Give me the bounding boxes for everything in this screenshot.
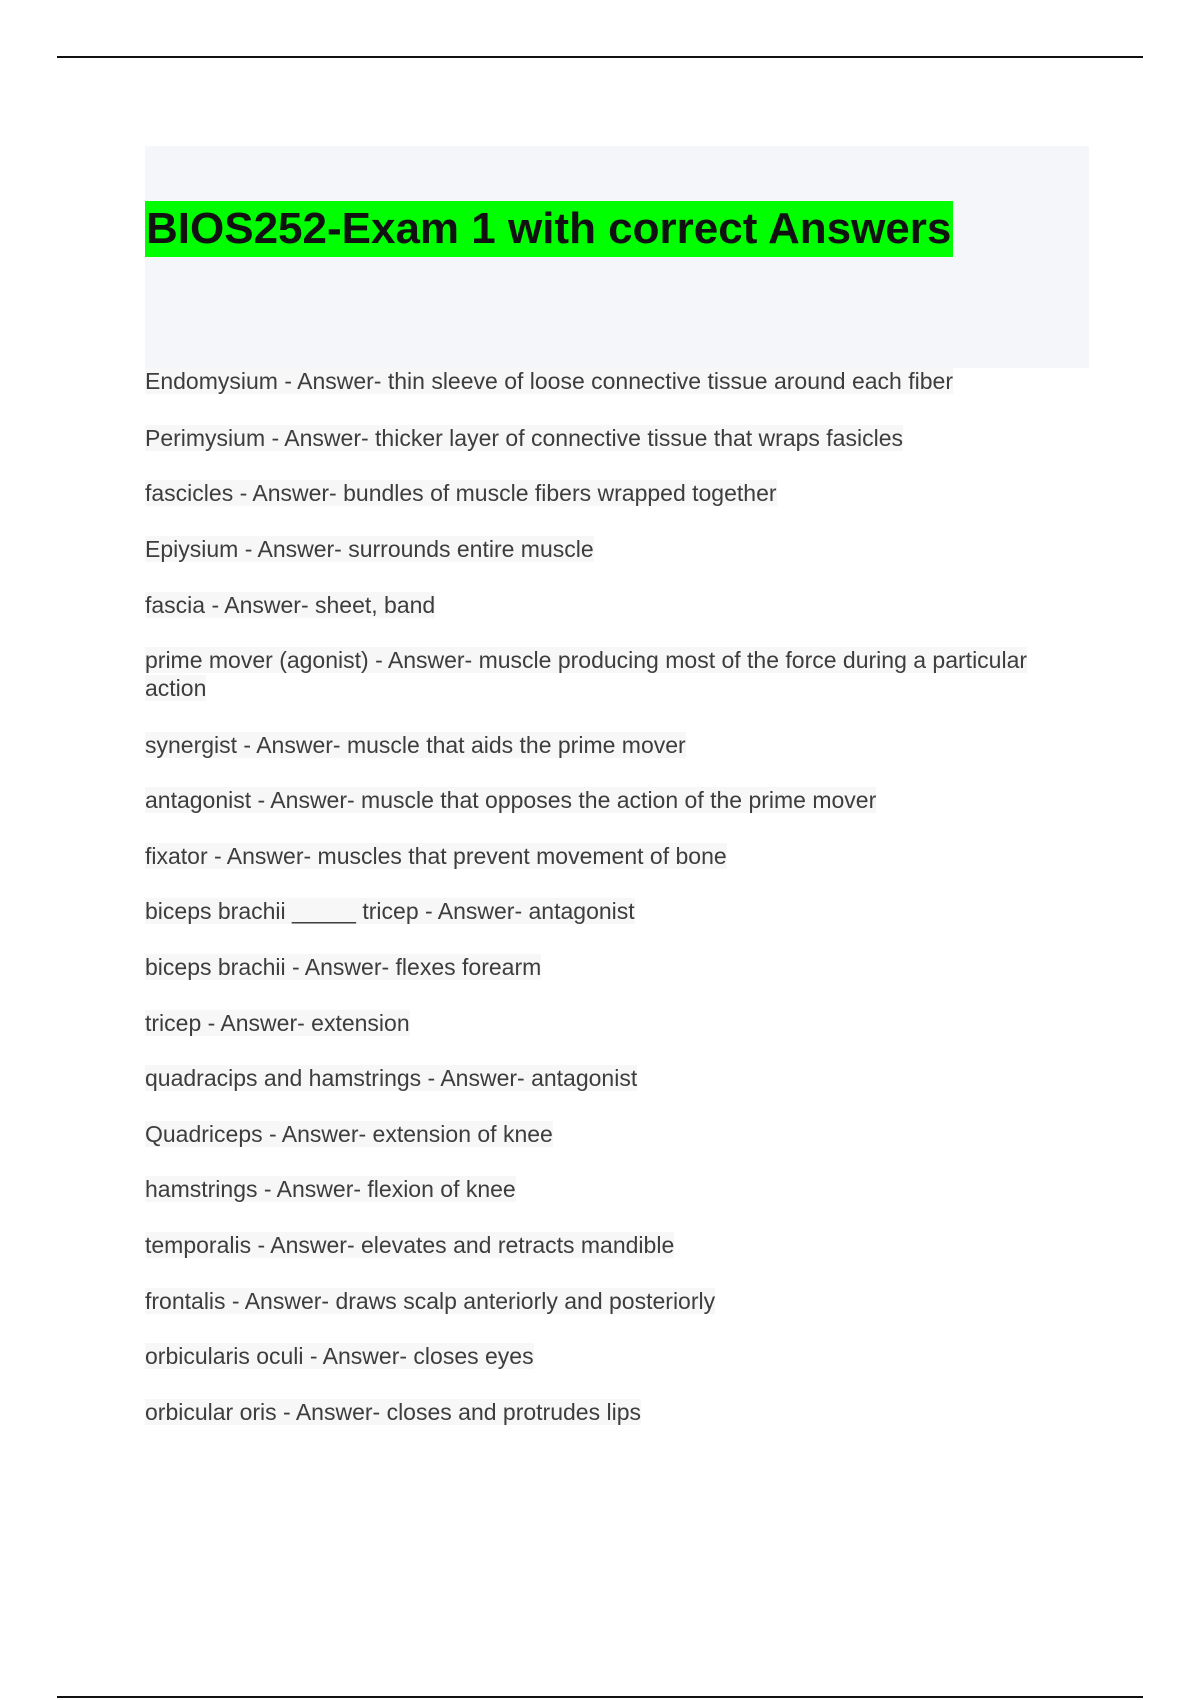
title-panel: [145, 146, 1089, 368]
qa-item: [145, 1120, 1085, 1148]
qa-item: [145, 367, 1085, 395]
qa-text: fascicles - Answer- bundles of muscle fibers wrapped together: [145, 480, 777, 506]
qa-item: [145, 786, 1085, 814]
qa-text: Epiysium - Answer- surrounds entire muscle: [145, 536, 594, 562]
qa-item: [145, 535, 1085, 563]
qa-text: biceps brachii - Answer- flexes forearm: [145, 954, 542, 980]
qa-text: orbicularis oculi - Answer- closes eyes: [145, 1343, 534, 1369]
qa-text: biceps brachii _____ tricep - Answer- antagonist: [145, 898, 635, 924]
qa-item: [145, 842, 1085, 870]
qa-text: Perimysium - Answer- thicker layer of connective tissue that wraps fasicles: [145, 425, 903, 451]
qa-item: [145, 424, 1085, 452]
qa-item: [145, 1009, 1085, 1037]
qa-item: [145, 591, 1085, 619]
qa-item: [145, 897, 1085, 925]
qa-item: [145, 479, 1085, 507]
qa-item: [145, 1231, 1085, 1259]
qa-text: Endomysium - Answer- thin sleeve of loose connective tissue around each fiber: [145, 368, 953, 394]
qa-text: synergist - Answer- muscle that aids the prime mover: [145, 732, 686, 758]
qa-item: [145, 1064, 1085, 1092]
qa-item: [145, 1342, 1085, 1370]
qa-text: fascia - Answer- sheet, band: [145, 592, 436, 618]
top-rule: [57, 56, 1143, 58]
qa-text: fixator - Answer- muscles that prevent movement of bone: [145, 843, 727, 869]
qa-text: tricep - Answer- extension: [145, 1010, 410, 1036]
qa-text: frontalis - Answer- draws scalp anteriorly and posteriorly: [145, 1288, 716, 1314]
qa-item: [145, 646, 1085, 702]
qa-text: quadracips and hamstrings - Answer- antagonist: [145, 1065, 638, 1091]
qa-item: [145, 731, 1085, 759]
qa-text: orbicular oris - Answer- closes and protrudes lips: [145, 1399, 641, 1425]
qa-item: [145, 953, 1085, 981]
qa-text: antagonist - Answer- muscle that opposes the action of the prime mover: [145, 787, 877, 813]
document-title: BIOS252-Exam 1 with correct Answers: [145, 201, 953, 257]
qa-text: hamstrings - Answer- flexion of knee: [145, 1176, 516, 1202]
qa-item: [145, 1287, 1085, 1315]
bottom-rule: [57, 1696, 1143, 1698]
qa-item: [145, 1175, 1085, 1203]
qa-text: prime mover (agonist) - Answer- muscle producing most of the force during a particular action: [145, 647, 1028, 701]
qa-item: [145, 1398, 1085, 1426]
qa-text: Quadriceps - Answer- extension of knee: [145, 1121, 553, 1147]
qa-text: temporalis - Answer- elevates and retracts mandible: [145, 1232, 675, 1258]
